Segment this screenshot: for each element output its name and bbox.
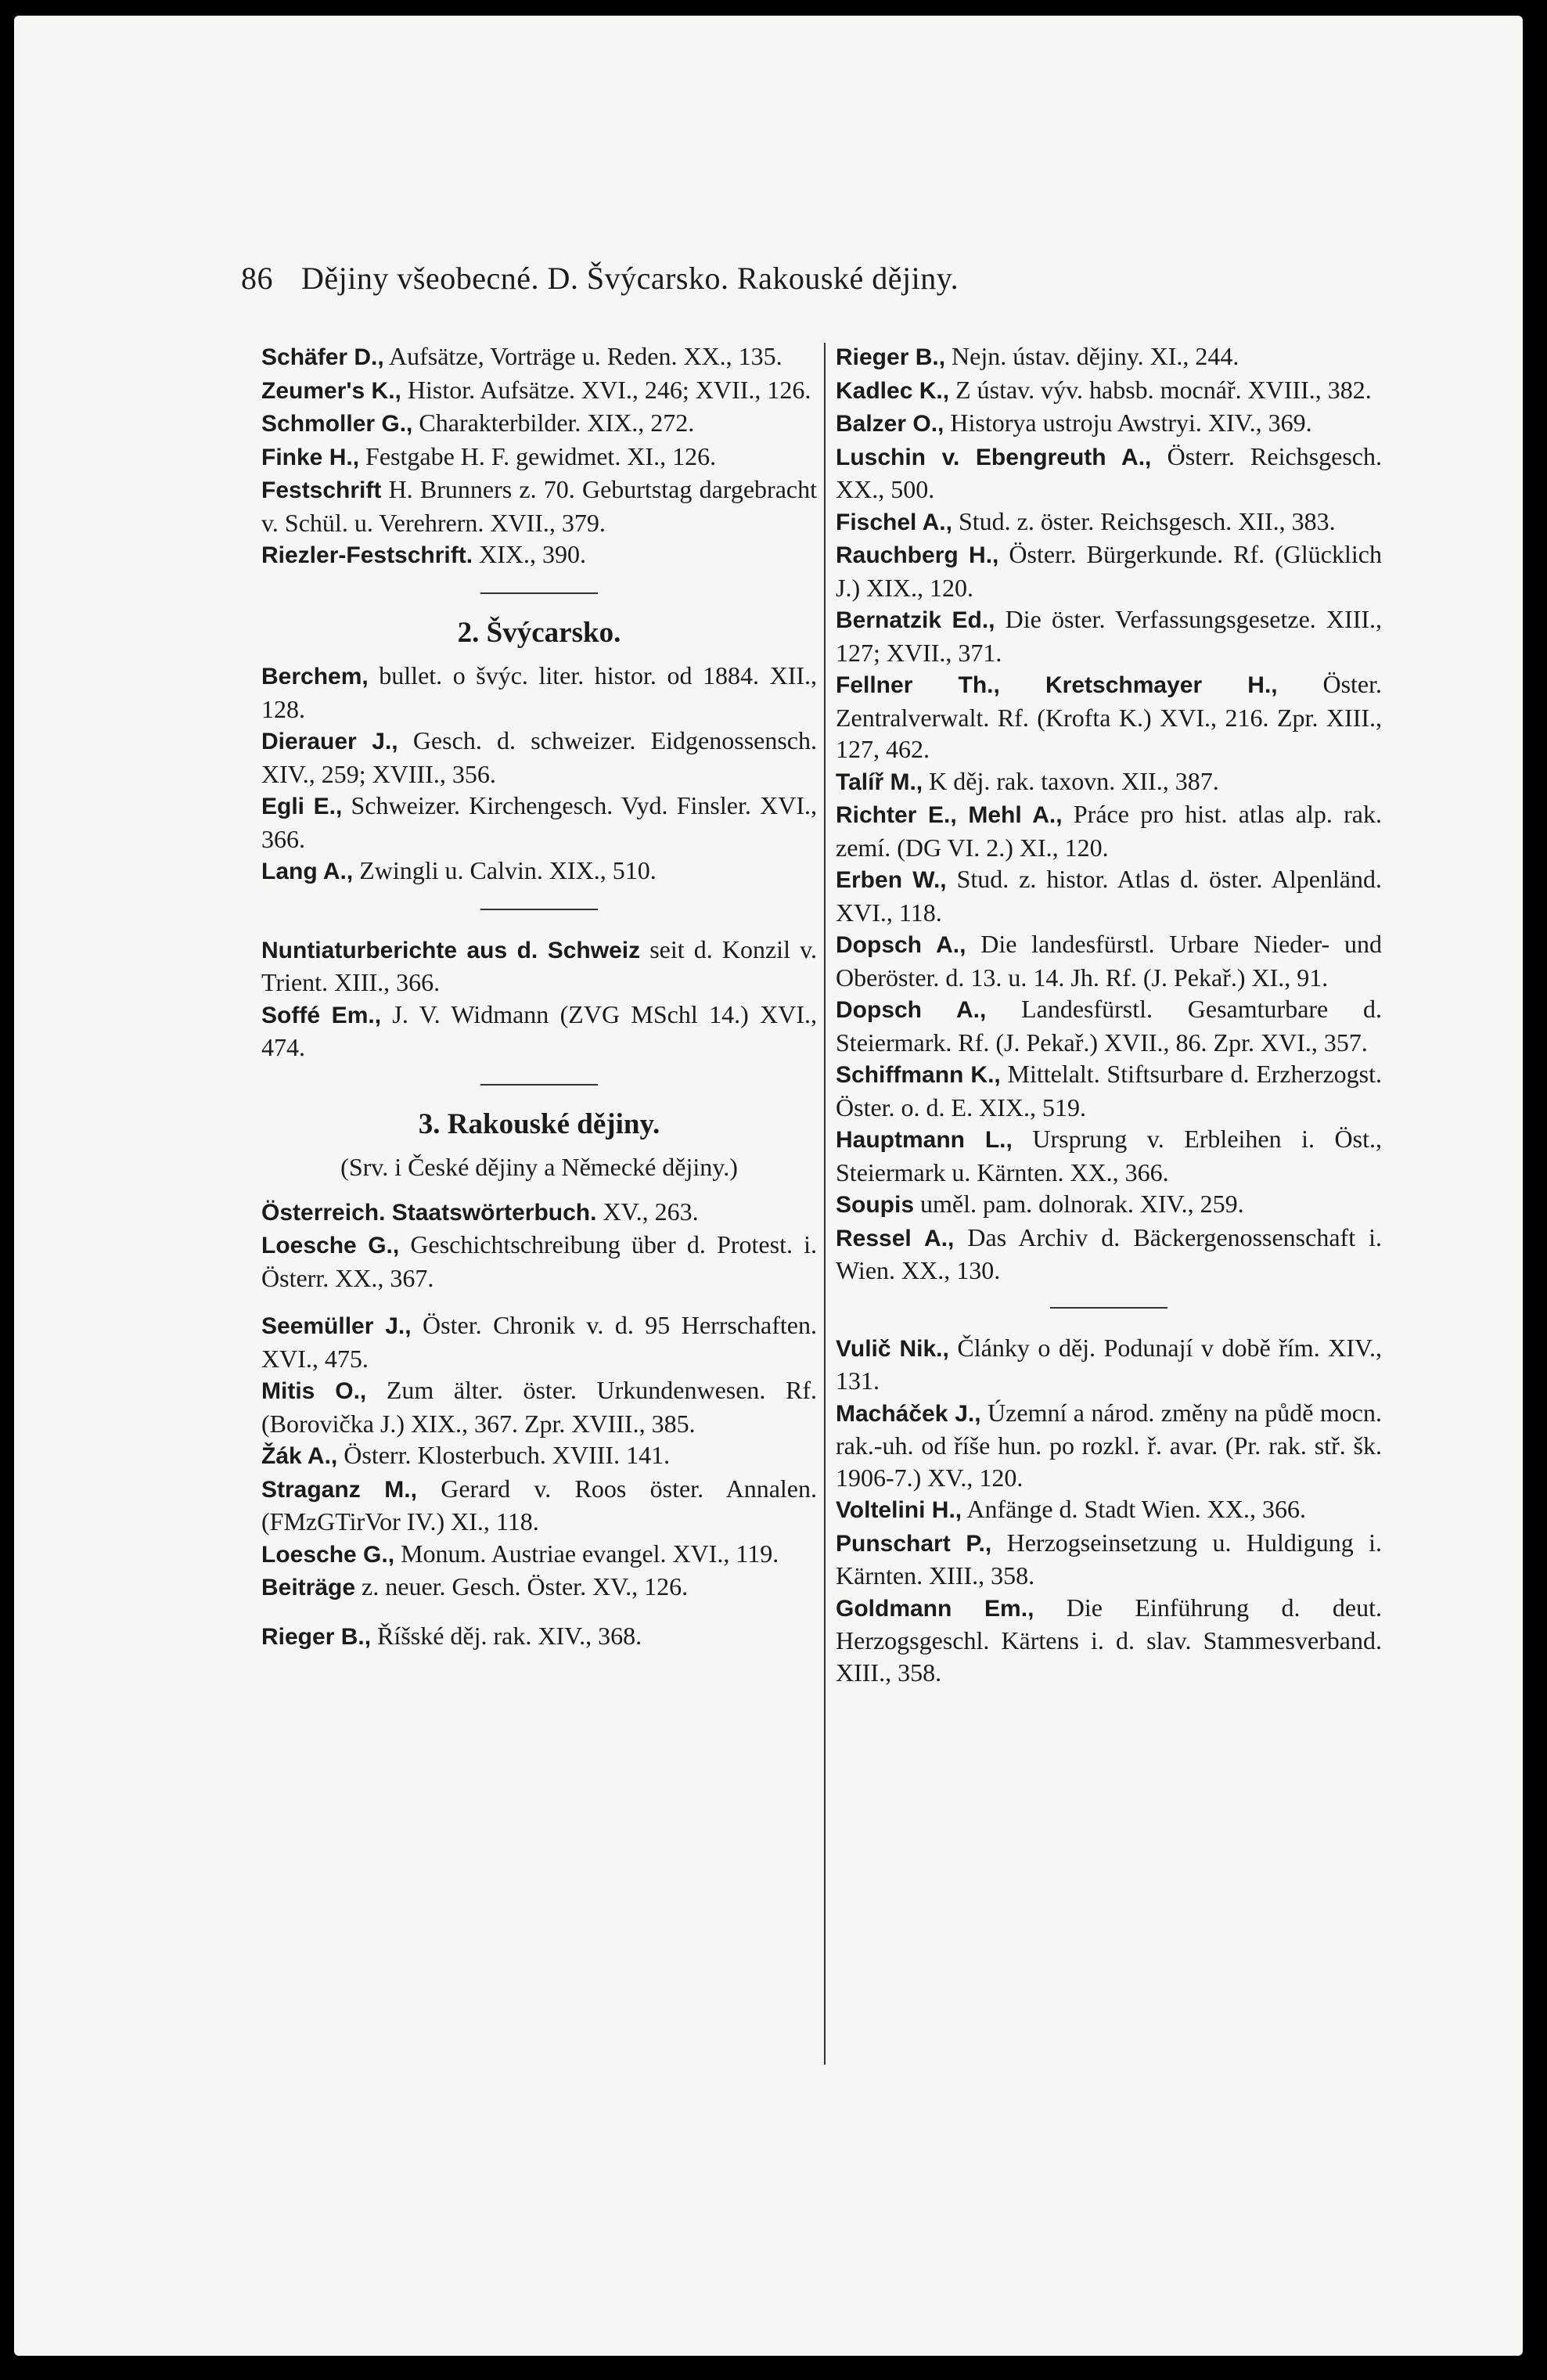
section-rule (480, 909, 598, 910)
bibliography-entry (836, 506, 1382, 539)
bibliography-entry (836, 340, 1382, 374)
entry-author: Balzer O., (836, 411, 944, 437)
entry-author: Festschrift (261, 477, 382, 503)
entry-text: H. Brunners z. 70. Geburtstag dargebracht v. Schül. u. Verehrern. XVII., 379. (261, 475, 817, 537)
section-rule (480, 1084, 598, 1086)
bibliography-entry (261, 1620, 817, 1654)
entry-text: Öster. Zentralverwalt. Rf. (Krofta K.) XVI., 216. Zpr. XIII., 127, 462. (836, 670, 1382, 763)
entry-text: Práce pro hist. atlas alp. rak. zemí. (DG VI. 2.) XI., 120. (836, 800, 1383, 862)
entry-author: Beiträge (261, 1575, 356, 1600)
entry-author: Dierauer J., (261, 729, 398, 754)
entry-text: Monum. Austriae evangel. XVI., 119. (394, 1539, 779, 1568)
bibliography-entry (261, 473, 817, 538)
bibliography-entry (836, 993, 1382, 1058)
entry-text: Österr. Reichsgesch. XX., 500. (836, 441, 1383, 503)
entry-author: Egli E., (261, 794, 343, 819)
entry-author: Bernatzik Ed., (836, 607, 995, 633)
entry-text: K děj. rak. taxovn. XII., 387. (923, 766, 1219, 795)
entry-text: Anfänge d. Stadt Wien. XX., 366. (962, 1495, 1306, 1523)
entry-text: Histor. Aufsätze. XVI., 246; XVII., 126. (401, 375, 811, 404)
bibliography-entry (261, 538, 817, 572)
spacer (261, 1294, 817, 1309)
bibliography-entry (261, 1229, 817, 1294)
entry-text: seit d. Konzil v. Trient. XIII., 366. (261, 934, 817, 996)
entry-author: Schmoller G., (261, 411, 413, 437)
entry-text: Z ústav. výv. habsb. mocnář. XVIII., 382. (949, 375, 1372, 404)
entry-author: Riezler-Festschrift. (261, 542, 473, 568)
entry-text: Mittelalt. Stiftsurbare d. Erzherzogst. Öster. o. d. E. XIX., 519. (836, 1060, 1382, 1122)
entry-text: Das Archiv d. Bäckergenossenschaft i. Wien. XX., 130. (836, 1222, 1383, 1284)
entry-author: Lang A., (261, 859, 354, 884)
entry-text: XIX., 390. (473, 540, 586, 568)
entry-text: Ursprung v. Erbleihen i. Öst., Steiermark u. Kärnten. XX., 366. (836, 1125, 1382, 1186)
entry-author: Schäfer D., (261, 344, 384, 370)
bibliography-entry (261, 1571, 817, 1604)
left-column (261, 340, 817, 1653)
entry-author: Straganz M., (261, 1476, 417, 1503)
bibliography-entry (836, 441, 1382, 506)
entry-text: Zum älter. öster. Urkundenwesen. Rf. (Borovička J.) XIX., 367. Zpr. XVIII., 385. (261, 1376, 817, 1438)
entry-author: Mitis O., (261, 1378, 367, 1404)
entry-author: Kadlec K., (836, 377, 950, 404)
entry-author: Vulič Nik., (836, 1335, 949, 1362)
entry-text: J. V. Widmann (ZVG MSchl 14.) XVI., 474. (261, 999, 817, 1061)
entry-text: Schweizer. Kirchengesch. Vyd. Finsler. XVI., 366. (261, 791, 817, 853)
bibliography-entry (261, 790, 817, 855)
section-rule (480, 592, 598, 594)
entry-author: Soupis (836, 1192, 915, 1218)
entry-author: Rauchberg H., (836, 542, 999, 568)
entry-author: Ressel A., (836, 1225, 955, 1251)
entry-author: Goldmann Em., (836, 1595, 1034, 1622)
entry-author: Schiffmann K., (836, 1062, 1001, 1088)
entry-text: Gesch. d. schweizer. Eidgenossensch. XIV., 259; XVIII., 356. (261, 726, 818, 788)
bibliography-entry (836, 1397, 1382, 1494)
bibliography-entry (836, 1527, 1382, 1592)
entry-text: Územní a národ. změny na půdě mocn. rak.-uh. od říše hun. po rozkl. ř. avar. (Pr. rak. stř. šk. 1906-7.) XV., 120. (836, 1398, 1382, 1492)
entry-author: Österreich. Staatswörterbuch. (261, 1199, 597, 1226)
bibliography-entry (836, 374, 1382, 408)
column-divider (824, 343, 826, 2065)
bibliography-entry (836, 863, 1382, 928)
entry-text: uměl. pam. dolnorak. XIV., 259. (914, 1190, 1244, 1218)
bibliography-entry (836, 765, 1382, 799)
entry-author: Fellner Th., Kretschmayer H., (836, 672, 1278, 698)
bibliography-entry (261, 855, 817, 888)
section-note: (Srv. i České dějiny a Německé dějiny.) (340, 1153, 738, 1181)
entry-text: Stud. z. histor. Atlas d. öster. Alpenländ. XVI., 118. (836, 865, 1383, 927)
entry-author: Rieger B., (836, 344, 946, 370)
entry-text: XV., 263. (596, 1197, 699, 1226)
bibliography-entry (836, 668, 1382, 765)
bibliography-entry (836, 603, 1382, 668)
entry-author: Erben W., (836, 867, 947, 893)
bibliography-entry (261, 1439, 817, 1473)
entry-text: Herzogseinsetzung u. Huldigung i. Kärnten. XIII., 358. (836, 1528, 1382, 1590)
entry-text: Stud. z. öster. Reichsgesch. XII., 383. (952, 506, 1336, 535)
bibliography-entry (836, 1332, 1382, 1397)
bibliography-entry (261, 441, 817, 474)
right-column (836, 340, 1382, 1688)
bibliography-entry (836, 928, 1382, 993)
bibliography-entry (836, 1123, 1382, 1188)
entry-text: bullet. o švýc. liter. histor. od 1884. XII., 128. (261, 661, 817, 723)
bibliography-entry (261, 340, 817, 374)
bibliography-entry (261, 999, 817, 1064)
entry-author: Punschart P., (836, 1530, 992, 1557)
entry-author: Nuntiaturberichte aus d. Schweiz (261, 937, 641, 963)
running-title: Dějiny všeobecné. D. Švýcarsko. Rakouské dějiny. (301, 261, 959, 296)
bibliography-entry (261, 1473, 817, 1538)
section-rule (1050, 1307, 1167, 1309)
entry-text: Österr. Klosterbuch. XVIII. 141. (337, 1441, 671, 1469)
entry-text: Öster. Chronik v. d. 95 Herrschaften. XVI., 475. (261, 1311, 817, 1373)
section-title: 3. Rakouské dějiny. (418, 1107, 660, 1140)
entry-text: Charakterbilder. XIX., 272. (412, 409, 695, 437)
entry-author: Dopsch A., (836, 997, 987, 1023)
entry-text: Die landesfürstl. Urbare Nieder- und Oberöster. d. 13. u. 14. Jh. Rf. (J. Pekař.) XI., 91. (836, 930, 1382, 992)
entry-author: Talíř M., (836, 769, 923, 795)
entry-author: Zeumer's K., (261, 377, 401, 404)
entry-author: Loesche G., (261, 1541, 395, 1568)
spacer (261, 1604, 817, 1620)
entry-author: Seemüller J., (261, 1313, 412, 1339)
running-header (241, 260, 959, 297)
entry-text: z. neuer. Gesch. Öster. XV., 126. (355, 1572, 689, 1600)
bibliography-entry (261, 407, 817, 441)
entry-author: Berchem, (261, 664, 369, 690)
entry-text: Die öster. Verfassungsgesetze. XIII., 127; XVII., 371. (836, 605, 1383, 667)
entry-text: Zwingli u. Calvin. XIX., 510. (353, 856, 657, 884)
bibliography-entry (261, 1374, 817, 1439)
bibliography-entry (261, 1196, 817, 1230)
bibliography-entry (836, 538, 1382, 603)
entry-author: Loesche G., (261, 1233, 400, 1258)
entry-author: Voltelini H., (836, 1497, 962, 1523)
entry-author: Luschin v. Ebengreuth A., (836, 444, 1152, 470)
entry-text: Říšské děj. rak. XIV., 368. (371, 1621, 642, 1650)
entry-text: Články o děj. Podunají v době řím. XIV., 131. (836, 1333, 1383, 1395)
bibliography-entry (836, 1188, 1382, 1222)
entry-author: Hauptmann L., (836, 1127, 1013, 1153)
entry-text: Landesfürstl. Gesamturbare d. Steiermark. Rf. (J. Pekař.) XVII., 86. Zpr. XVI., 357. (836, 995, 1382, 1057)
entry-text: Österr. Bürgerkunde. Rf. (Glücklich J.) XIX., 120. (836, 540, 1382, 602)
bibliography-entry (261, 1309, 817, 1374)
bibliography-entry (836, 407, 1382, 441)
bibliography-entry (836, 1592, 1382, 1689)
bibliography-entry (261, 374, 817, 408)
section-title: 2. Švýcarsko. (457, 616, 621, 649)
entry-author: Richter E., Mehl A., (836, 802, 1063, 828)
entry-text: Nejn. ústav. dějiny. XI., 244. (945, 342, 1239, 370)
entry-text: Die Einführung d. deut. Herzogsgeschl. Kärtens i. d. slav. Stammesverband. XIII., 358. (836, 1593, 1382, 1687)
bibliography-entry (836, 1222, 1382, 1287)
entry-text: Historya ustroju Awstryi. XIV., 369. (944, 409, 1312, 437)
page (14, 16, 1523, 2356)
entry-text: Geschichtschreibung über d. Protest. i. Österr. XX., 367. (261, 1230, 817, 1292)
bibliography-entry (261, 660, 817, 725)
entry-author: Žák A., (261, 1443, 338, 1469)
entry-author: Rieger B., (261, 1623, 372, 1650)
entry-text: Gerard v. Roos öster. Annalen. (FMzGTirVor IV.) XI., 118. (261, 1474, 817, 1536)
bibliography-entry (836, 798, 1382, 863)
bibliography-entry (261, 934, 817, 999)
entry-author: Finke H., (261, 444, 360, 470)
entry-text: Festgabe H. F. gewidmet. XI., 126. (359, 441, 717, 470)
entry-text: Aufsätze, Vorträge u. Reden. XX., 135. (383, 342, 782, 370)
bibliography-entry (836, 1058, 1382, 1123)
entry-author: Dopsch A., (836, 932, 966, 958)
entry-author: Soffé Em., (261, 1002, 382, 1028)
bibliography-entry (261, 725, 817, 790)
entry-author: Fischel A., (836, 509, 952, 535)
bibliography-entry (836, 1493, 1382, 1527)
page-number: 86 (241, 261, 273, 296)
bibliography-entry (261, 1538, 817, 1572)
entry-author: Macháček J., (836, 1400, 981, 1427)
